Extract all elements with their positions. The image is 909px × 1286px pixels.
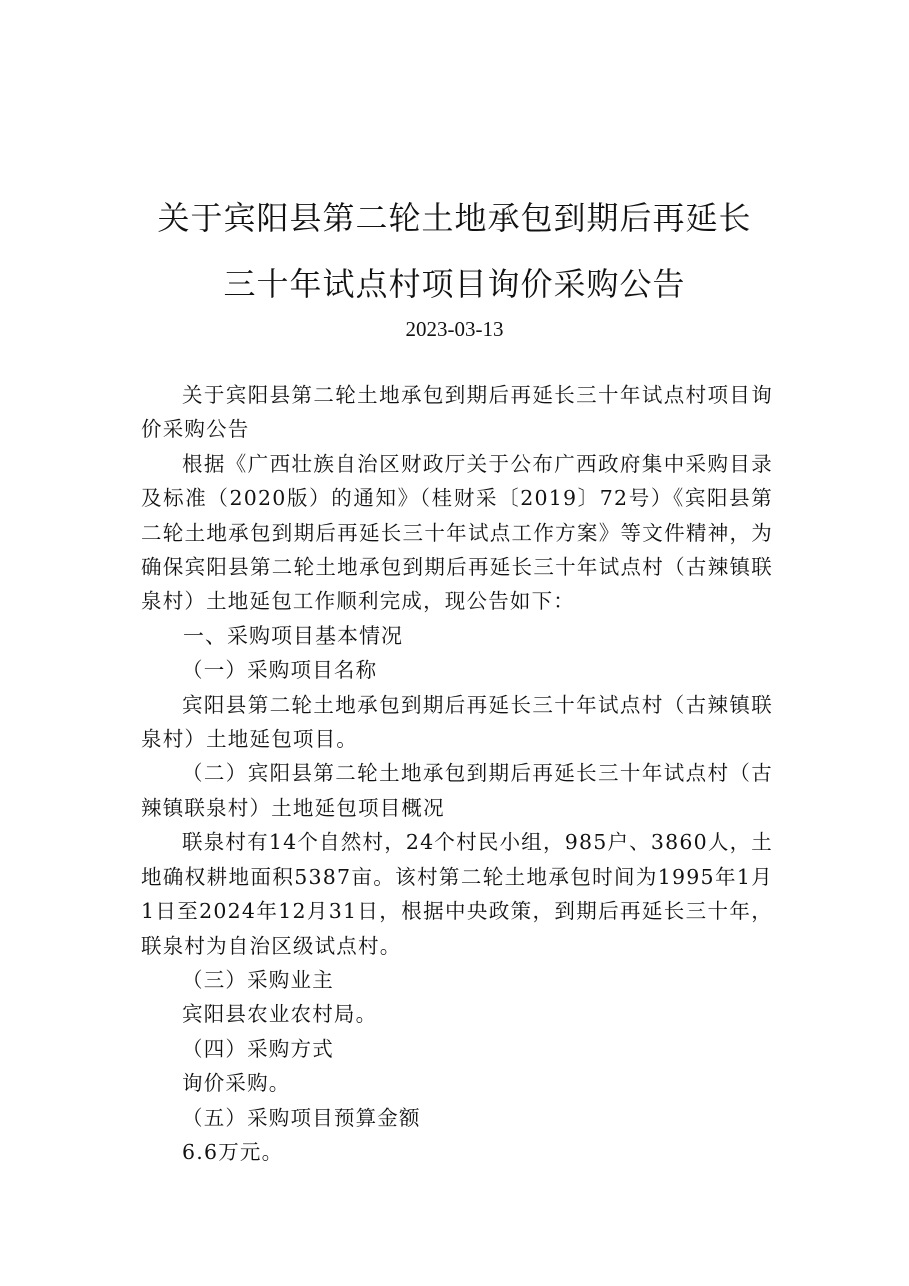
budget-paragraph: 6.6万元。 (182, 1139, 284, 1164)
subsection-heading-5: （五）采购项目预算金额 (182, 1105, 421, 1130)
document-title-line-2: 三十年试点村项目询价采购公告 (223, 265, 686, 303)
subsection-heading-4: （四）采购方式 (182, 1036, 334, 1061)
document-title-line-1: 关于宾阳县第二轮土地承包到期后再延长 (157, 199, 752, 237)
project-overview-paragraph: 联泉村有14个自然村，24个村民小组，985户、3860人，土地确权耕地面积5387亩。该村第二轮土地承包时间为1995年1月1日至2024年12月31日，根据中央政策，到期后再延长三十年，联泉村为自治区级试点村。 (141, 830, 773, 958)
project-name-paragraph: 宾阳县第二轮土地承包到期后再延长三十年试点村（古辣镇联泉村）土地延包项目。 (141, 692, 773, 752)
publish-date: 2023-03-13 (405, 317, 504, 341)
section-heading: 一、采购项目基本情况 (183, 623, 403, 648)
subsection-heading-1: （一）采购项目名称 (182, 658, 378, 683)
subsection-heading-3: （三）采购业主 (182, 967, 334, 992)
document-body (141, 378, 773, 1169)
subsection-heading-2: （二）宾阳县第二轮土地承包到期后再延长三十年试点村（古辣镇联泉村）土地延包项目概况 (141, 761, 773, 820)
purchaser-paragraph: 宾阳县农业农村局。 (182, 1002, 378, 1027)
basis-paragraph: 根据《广西壮族自治区财政厅关于公布广西政府集中采购目录及标准（2020版）的通知》（桂财采〔2019〕72号）《宾阳县第二轮土地承包到期后再延长三十年试点工作方案》等文件精神，为确保宾阳县第二轮土地承包到期后再延长三十年试点村（古辣镇联泉村）土地延包工作顺利完成，现公告如下： (141, 451, 773, 614)
procurement-method-paragraph: 询价采购。 (182, 1071, 291, 1096)
intro-paragraph: 关于宾阳县第二轮土地承包到期后再延长三十年试点村项目询价采购公告 (141, 383, 773, 442)
